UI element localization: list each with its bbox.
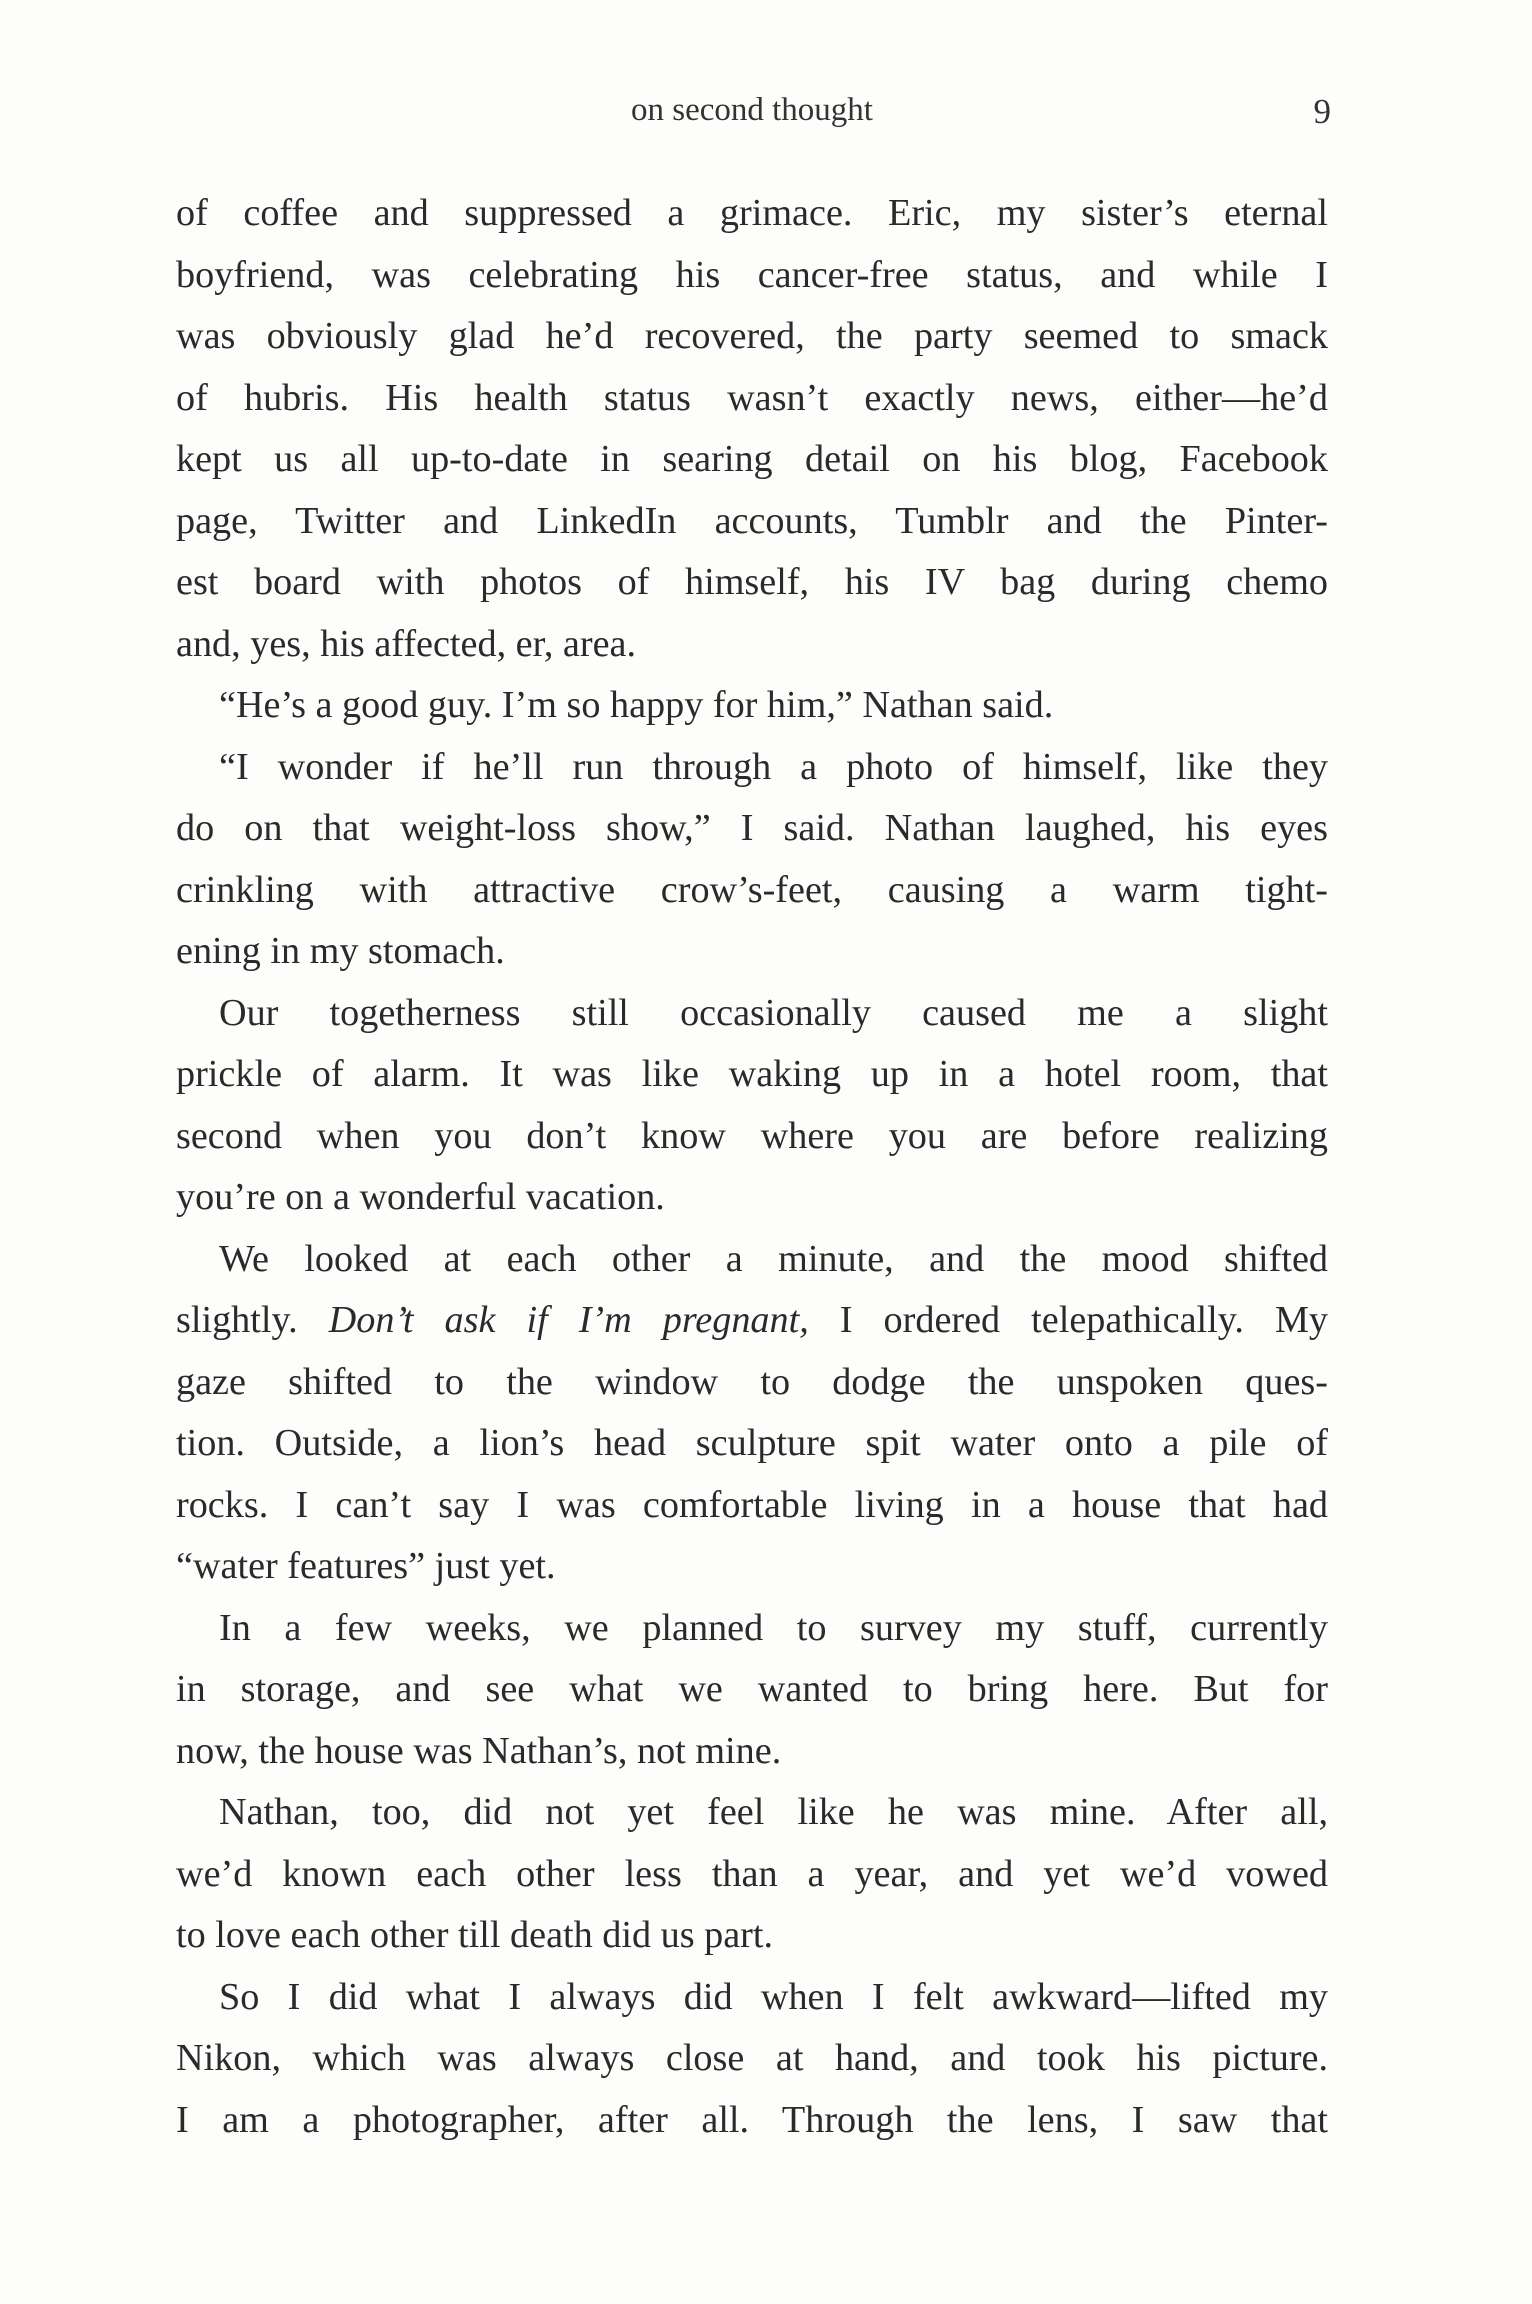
running-title: on second thought [631, 92, 873, 128]
paragraph [176, 1967, 1328, 2152]
text-line: of hubris. His health status wasn’t exactly news, either—he’d [176, 376, 1328, 419]
text-line: So I did what I always did when I felt awkward—lifted my [219, 1975, 1328, 2018]
italic-text-run: Don’t ask if I’m pregnant, [328, 1299, 809, 1341]
paragraph [176, 737, 1328, 983]
text-line: in storage, and see what we wanted to bring here. But for [176, 1668, 1328, 1710]
text-line: Nathan, too, did not yet feel like he was mine. After all, [219, 1791, 1328, 1833]
text-line: I am a photographer, after all. Through the lens, I saw that [176, 2098, 1328, 2141]
text-line: to love each other till death did us part. [176, 1914, 774, 1956]
text-line: Our togetherness still occasionally caused me a slight [219, 991, 1328, 1034]
text-line: boyfriend, was celebrating his cancer-free status, and while I [176, 253, 1328, 296]
text-line: kept us all up-to-date in searing detail on his blog, Facebook [176, 438, 1328, 480]
text-line: page, Twitter and LinkedIn accounts, Tumblr and the Pinter- [176, 499, 1328, 542]
text-line: of coffee and suppressed a grimace. Eric, my sister’s eternal [176, 192, 1328, 234]
text-line: tion. Outside, a lion’s head sculpture spit water onto a pile of [176, 1422, 1328, 1464]
text-line: gaze shifted to the window to dodge the unspoken ques- [176, 1360, 1328, 1403]
text-line: do on that weight-loss show,” I said. Nathan laughed, his eyes [176, 807, 1328, 849]
text-line: was obviously glad he’d recovered, the party seemed to smack [176, 315, 1328, 357]
text-line: “water features” just yet. [176, 1545, 556, 1587]
text-line: you’re on a wonderful vacation. [176, 1176, 665, 1218]
text-line: we’d known each other less than a year, and yet we’d vowed [176, 1852, 1328, 1895]
paragraph [176, 675, 1328, 737]
text-run: I ordered telepathically. My [808, 1299, 1328, 1341]
text-line: now, the house was Nathan’s, not mine. [176, 1729, 782, 1772]
paragraph [176, 1598, 1328, 1783]
text-line: and, yes, his affected, er, area. [176, 622, 637, 665]
text-line: est board with photos of himself, his IV bag during chemo [176, 561, 1328, 603]
text-line: second when you don’t know where you are before realizing [176, 1114, 1328, 1157]
text-line: In a few weeks, we planned to survey my stuff, currently [219, 1606, 1328, 1649]
text-line [176, 1290, 1328, 1352]
paragraph [176, 983, 1328, 1229]
body-text [176, 183, 1328, 2151]
paragraph [176, 1229, 1328, 1598]
text-line: We looked at each other a minute, and the mood shifted [219, 1237, 1328, 1280]
text-line: rocks. I can’t say I was comfortable living in a house that had [176, 1483, 1328, 1526]
text-line: crinkling with attractive crow’s-feet, causing a warm tight- [176, 868, 1328, 911]
text-line: “He’s a good guy. I’m so happy for him,” Nathan said. [219, 684, 1054, 726]
text-line: “I wonder if he’ll run through a photo of himself, like they [219, 745, 1328, 788]
paragraph [176, 183, 1328, 675]
text-line: ening in my stomach. [176, 930, 505, 972]
paragraph [176, 1782, 1328, 1967]
text-line: Nikon, which was always close at hand, and took his picture. [176, 2037, 1328, 2079]
page-number: 9 [1313, 92, 1331, 131]
text-run: slightly. [176, 1299, 329, 1341]
running-head [0, 84, 1532, 144]
text-line: prickle of alarm. It was like waking up in a hotel room, that [176, 1053, 1328, 1095]
